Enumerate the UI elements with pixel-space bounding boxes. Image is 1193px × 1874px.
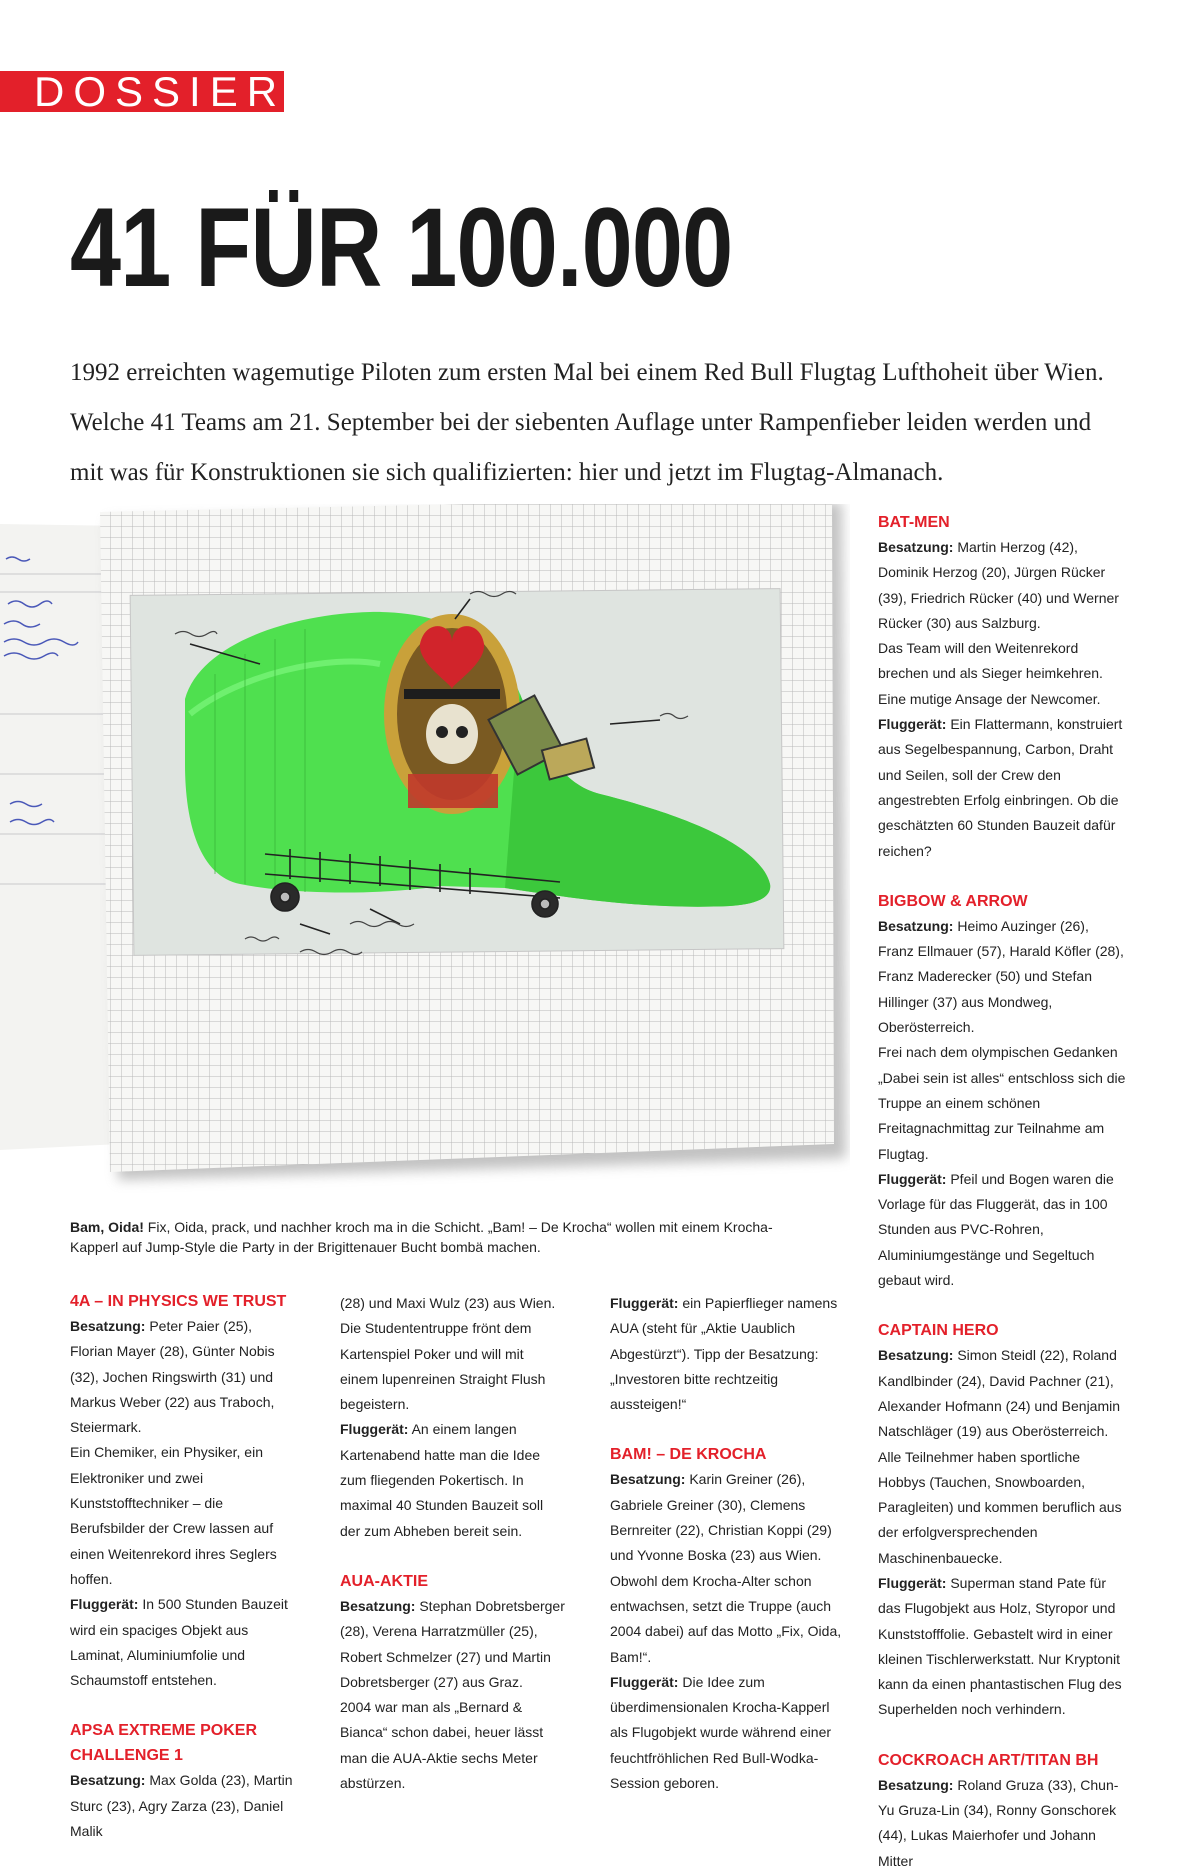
team-crew [878, 1773, 1126, 1874]
column-3 [610, 1291, 845, 1796]
team-heading: CAPTAIN HERO [878, 1322, 999, 1340]
team-description: Obwohl dem Krocha-Alter schon entwachsen, setzt die Truppe (auch 2004 dabei) auf das Motto „Fix, Oida, Bam!“. [610, 1572, 842, 1665]
crew-text: Karin Greiner (26), Gabriele Greiner (30), Clemens Bernreiter (22), Christian Koppi (29) und Yvonne Boska (23) aus Wien. [610, 1471, 832, 1564]
craft-text: Pfeil und Bogen waren die Vorlage für das Fluggerät, das in 100 Stunden aus PVC-Rohren, Aluminiumgestänge und Segeltuch gebaut wird. [878, 1170, 1114, 1289]
column-2 [340, 1291, 565, 1796]
crew-text: Roland Gruza (33), Chun-Yu Gruza-Lin (34), Ronny Gonschorek (44), Lukas Maierhofer und Johann Mitter [878, 1776, 1119, 1869]
headline: 41 FÜR 100.000 [70, 185, 733, 310]
team-description: Das Team will den Weitenrekord brechen und als Sieger heimkehren. Eine mutige Ansage der Newcomer. [878, 640, 1103, 707]
caption-lead: Bam, Oida! [70, 1219, 144, 1235]
crew-label: Besatzung: [878, 917, 954, 934]
crew-label: Besatzung: [878, 1347, 954, 1364]
craft-label: Fluggerät: [878, 716, 947, 733]
team-heading: AUA-AKTIE [340, 1572, 428, 1590]
craft-text: Ein Flattermann, konstruiert aus Segelbespannung, Carbon, Draht und Seilen, soll der Crew den angestrebten Erfolg einbringen. Ob die geschätzten 60 Stunden Bauzeit dafür reichen? [878, 716, 1123, 859]
team-crew [878, 535, 1126, 636]
team-craft [610, 1291, 845, 1417]
crew-text: Simon Steidl (22), Roland Kandlbinder (24), David Pachner (21), Alexander Hofmann (24) und Benjamin Natschläger (19) aus Oberösterreich. [878, 1347, 1121, 1440]
team-heading: 4A – IN PHYSICS WE TRUST [70, 1293, 287, 1310]
team-description: Frei nach dem olympischen Gedanken „Dabei sein ist alles“ entschloss sich die Truppe an einem schönen Freitagnachmittag zur Teilnahme am Flugtag. [878, 1044, 1126, 1162]
craft-text: In 500 Stunden Bauzeit wird ein spaciges Objekt aus Laminat, Aluminiumfolie und Schaumstoff entstehen. [70, 1596, 288, 1689]
team-crew [340, 1594, 565, 1695]
team-crew [610, 1467, 845, 1568]
team-crew [878, 1343, 1126, 1444]
team-description: 2004 war man als „Bernard & Bianca“ schon dabei, heuer lässt man die AUA-Aktie sechs Meter abstürzen. [340, 1699, 544, 1792]
team-craft [878, 1167, 1126, 1293]
crew-text: Peter Paier (25), Florian Mayer (28), Günter Nobis (32), Jochen Ringswirth (31) und Markus Weber (22) aus Traboch, Steiermark. [70, 1318, 275, 1436]
craft-text: ein Papierflieger namens AUA (steht für „Aktie Uaublich Abgestürzt“). Tipp der Besatzung: „Investoren bitte rechtzeitig aussteigen!“ [610, 1295, 838, 1413]
team-craft [878, 1571, 1126, 1723]
team-craft [610, 1670, 845, 1796]
team-crew-continued: (28) und Maxi Wulz (23) aus Wien. [340, 1295, 556, 1311]
cap-sketch-photo [0, 504, 850, 1194]
section-label: DOSSIER [0, 71, 284, 112]
crew-text: Martin Herzog (42), Dominik Herzog (20), Jürgen Rücker (39), Friedrich Rücker (40) und Werner Rücker (30) aus Salzburg. [878, 539, 1119, 631]
intro-paragraph: 1992 erreichten wagemutige Piloten zum ersten Mal bei einem Red Bull Flugtag Lufthoheit über Wien. Welche 41 Teams am 21. September bei der siebenten Auflage unter Rampenfieber leiden werden und mit was für Konstruktionen sie sich qualifizierten: hier und jetzt im Flugtag-Almanach. [70, 359, 1104, 486]
craft-label: Fluggerät: [610, 1673, 679, 1690]
crew-label: Besatzung: [340, 1597, 416, 1614]
team-description: Alle Teilnehmer haben sportliche Hobbys (Tauchen, Snowboarden, Paragleiten) und kommen beruflich aus der erfolgversprechenden Maschinenbauecke. [878, 1448, 1122, 1566]
team-crew [70, 1314, 295, 1440]
team-craft [340, 1417, 565, 1543]
crew-text: Max Golda (23), Martin Sturc (23), Agry Zarza (23), Daniel Malik [70, 1772, 293, 1840]
team-heading: BIGBOW & ARROW [878, 892, 1028, 910]
craft-label: Fluggerät: [610, 1295, 679, 1311]
team-crew [878, 914, 1126, 1040]
team-heading: BAT-MEN [878, 514, 950, 531]
column-1 [70, 1289, 295, 1844]
craft-text: Die Idee zum überdimensionalen Krocha-Kapperl als Flugobjekt wurde während einer feuchtfröhlichen Red Bull-Wodka-Session geboren. [610, 1673, 832, 1792]
team-description: Ein Chemiker, ein Physiker, ein Elektroniker und zwei Kunststofftechniker – die Berufsbilder der Crew lassen auf einen Weitenrekord ihres Seglers hoffen. [70, 1444, 277, 1587]
caption-text: Fix, Oida, prack, und nachher kroch ma in die Schicht. „Bam! – De Krocha“ wollen mit einem Krocha-Kapperl auf Jump-Style die Party in der Brigittenauer Bucht bombä machen. [70, 1219, 773, 1255]
craft-text: Superman stand Pate für das Flugobjekt aus Holz, Styropor und Kunststofffolie. Gebastelt wird in einer kleinen Tischlerwerkstatt. Nur Kryptonit kann da einen phantastischen Flug des Superhelden noch verhindern. [878, 1574, 1122, 1718]
team-crew [70, 1768, 295, 1844]
craft-label: Fluggerät: [70, 1596, 139, 1613]
craft-label: Fluggerät: [878, 1170, 947, 1187]
team-craft [70, 1592, 295, 1693]
team-description: Die Studententruppe frönt dem Kartenspiel Poker und will mit einem lupenreinen Straight Flush begeistern. [340, 1320, 546, 1413]
crew-label: Besatzung: [878, 539, 954, 555]
craft-label: Fluggerät: [340, 1421, 409, 1438]
craft-label: Fluggerät: [878, 1574, 947, 1591]
column-4 [878, 510, 1126, 1874]
craft-text: An einem langen Kartenabend hatte man die Idee zum fliegenden Pokertisch. In maximal 40 Stunden Bauzeit soll der zum Abheben bereit sein. [340, 1421, 544, 1539]
team-heading: COCKROACH ART/TITAN BH [878, 1751, 1099, 1769]
crew-label: Besatzung: [878, 1776, 954, 1793]
crew-label: Besatzung: [70, 1318, 146, 1334]
crew-text: Heimo Auzinger (26), Franz Ellmauer (57), Harald Köfler (28), Franz Maderecker (50) und Stefan Hillinger (37) aus Mondweg, Oberösterreich. [878, 917, 1124, 1036]
photo-caption [70, 1217, 790, 1257]
crew-label: Besatzung: [70, 1772, 146, 1789]
team-heading: BAM! – DE KROCHA [610, 1446, 767, 1464]
team-craft [878, 712, 1126, 864]
team-heading: APSA EXTREME POKER CHALLENGE 1 [70, 1722, 257, 1765]
crew-label: Besatzung: [610, 1471, 686, 1488]
crew-text: Stephan Dobretsberger (28), Verena Harratzmüller (25), Robert Schmelzer (27) und Martin Dobretsberger (27) aus Graz. [340, 1597, 565, 1690]
